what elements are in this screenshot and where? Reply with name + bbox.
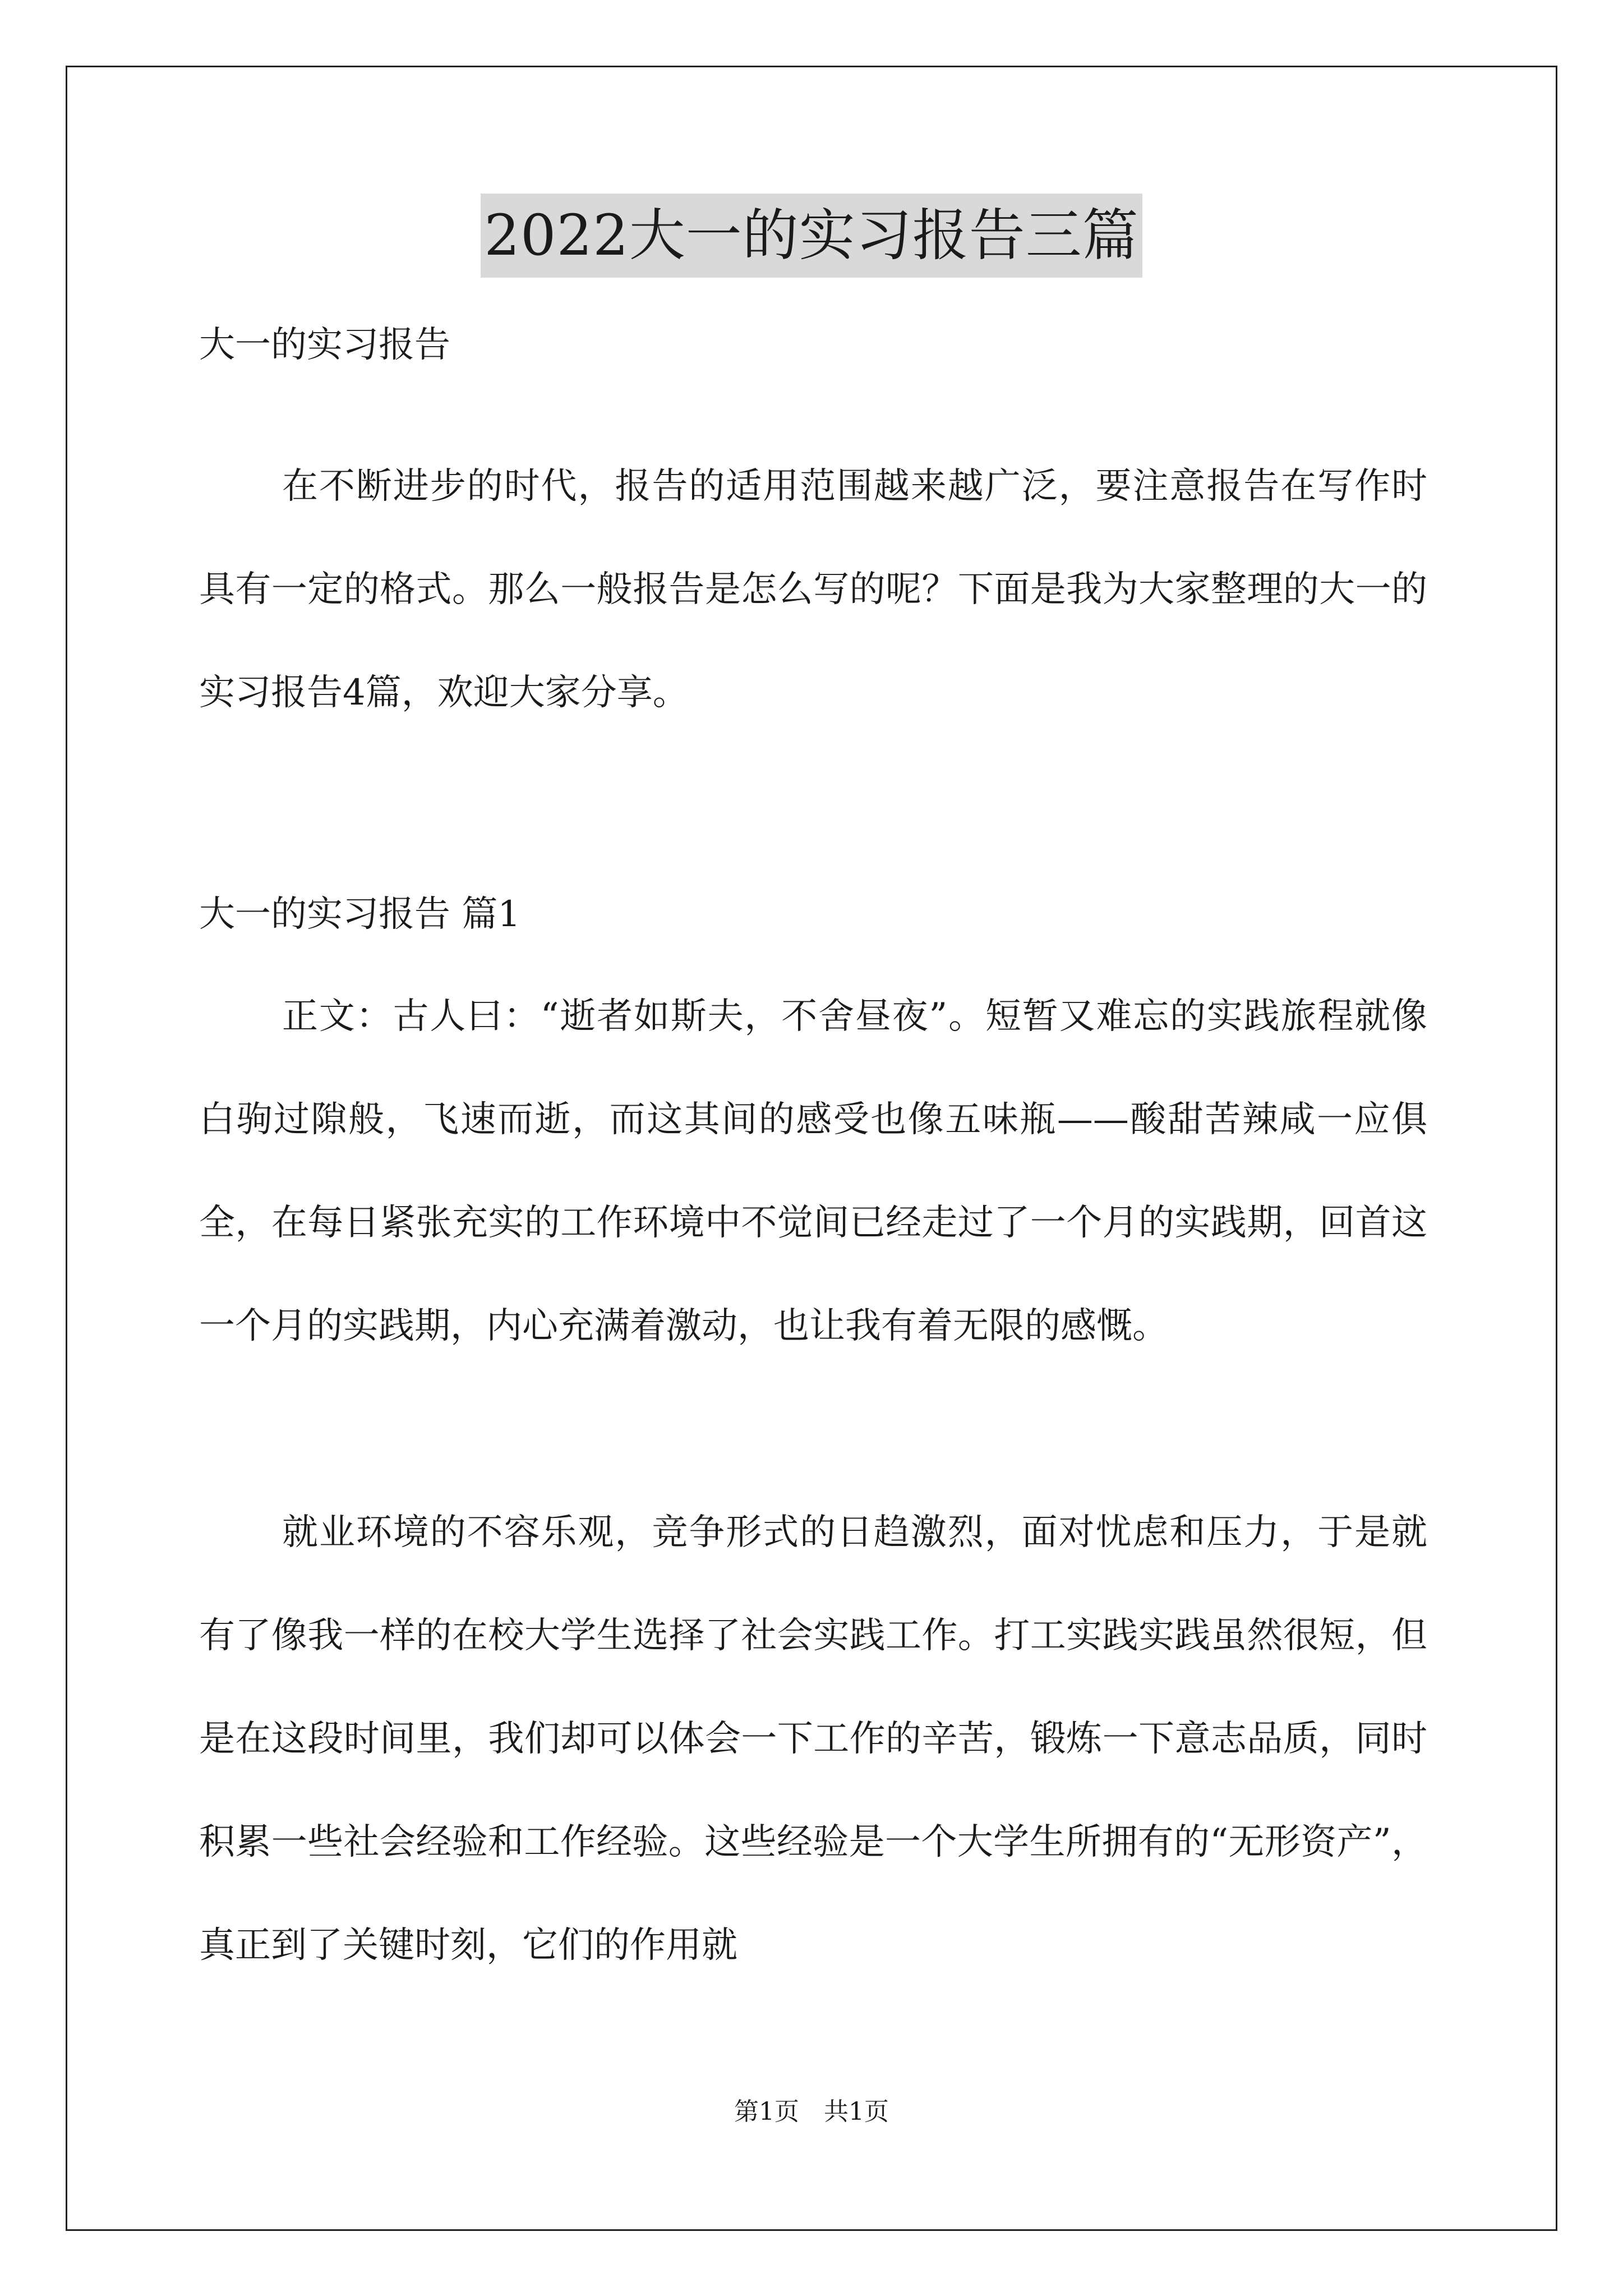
intro-heading: 大一的实习报告 xyxy=(199,324,450,366)
section1-paragraph-1: 正文：古人曰：“逝者如斯夫，不舍昼夜”。短暂又难忘的实践旅程就像白驹过隙般，飞速而逝，而这其间的感受也像五味瓶——酸甜苦辣咸一应俱全，在每日紧张充实的工作环境中不觉间已经走过了一个月的实践期，回首这一个月的实践期，内心充满着激动，也让我有着无限的感慨。 xyxy=(199,996,1427,1347)
page-footer: 第1页 共1页 xyxy=(734,2097,889,2126)
intro-paragraph: 在不断进步的时代，报告的适用范围越来越广泛，要注意报告在写作时具有一定的格式。那么一般报告是怎么写的呢？下面是我为大家整理的大一的实习报告4篇，欢迎大家分享。 xyxy=(199,466,1427,714)
section1-heading: 大一的实习报告 篇1 xyxy=(199,894,521,935)
document-title: 2022大一的实习报告三篇 xyxy=(481,194,1142,278)
section1-paragraph-2: 就业环境的不容乐观，竞争形式的日趋激烈，面对忧虑和压力，于是就有了像我一样的在校大学生选择了社会实践工作。打工实践实践虽然很短，但是在这段时间里，我们却可以体会一下工作的辛苦，锻炼一下意志品质，同时积累一些社会经验和工作经验。这些经验是一个大学生所拥有的“无形资产”，真正到了关键时刻，它们的作用就 xyxy=(199,1512,1427,1966)
document-title-container xyxy=(0,194,1623,278)
